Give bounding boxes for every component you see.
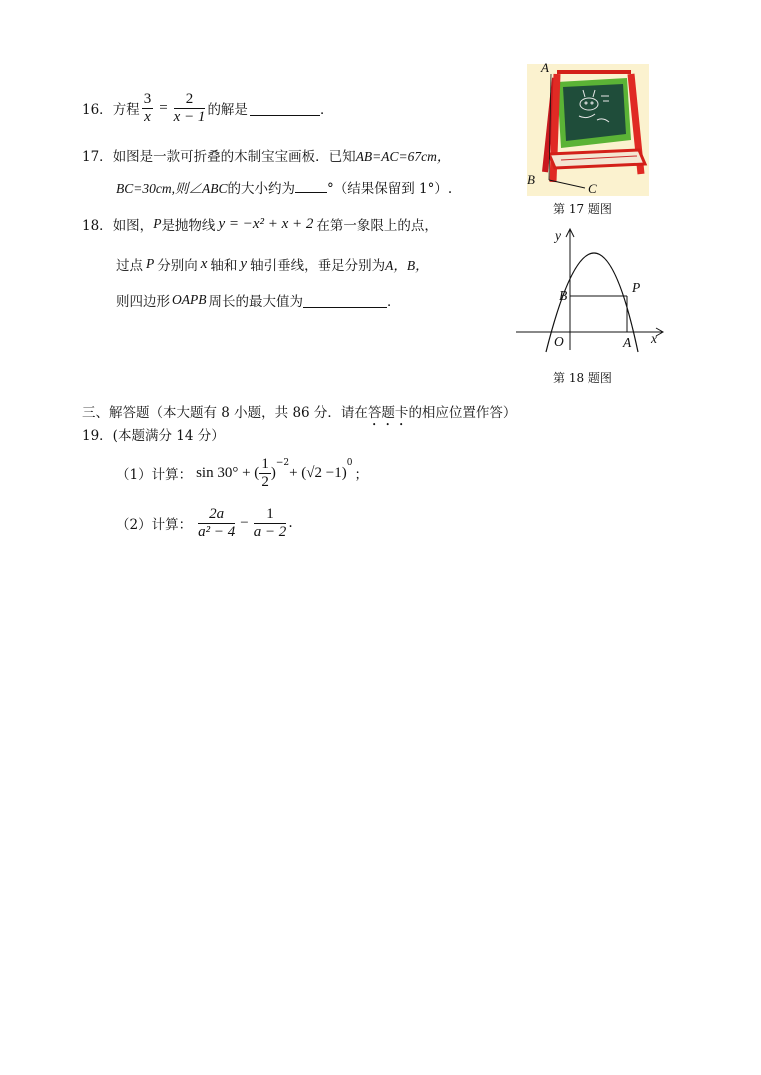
q16-frac2-den: x − 1	[173, 108, 206, 125]
fig18-label-y: y	[555, 228, 561, 243]
figure-18-caption: 第 18 题图	[553, 371, 612, 385]
q19-part2-end: .	[288, 515, 293, 531]
section3-text-b: 的相应位置作答）	[408, 405, 517, 421]
fig17-label-c: C	[588, 181, 597, 196]
q18-answer-blank	[303, 293, 387, 308]
q19-part1-expr-a: sin 30° + (	[196, 464, 260, 481]
easel-image	[527, 64, 649, 196]
q19-part1-fraction	[259, 456, 271, 491]
q19-part2-minus: −	[240, 514, 249, 531]
q18-line2-d: 轴引垂线，垂足分别为	[250, 258, 386, 274]
q18-x-axis: x	[200, 255, 208, 272]
q18-line2-c: 轴和	[210, 258, 238, 274]
question-18-line-2	[116, 254, 429, 274]
q17-line2-c: 的大小约为	[227, 181, 295, 197]
fig17-label-b: B	[527, 172, 535, 187]
q16-answer-blank	[250, 101, 320, 116]
q16-fraction-1	[142, 91, 154, 126]
q16-frac1-num: 3	[143, 90, 152, 107]
q18-line1-c: 在第一象限上的点，	[316, 218, 438, 234]
figure-18	[512, 224, 672, 354]
section3-text-a: 三、解答题（本大题有 8 小题，共 86 分．请在	[82, 405, 368, 421]
q18-end: ．	[387, 294, 401, 310]
q16-frac1-den: x	[144, 108, 151, 125]
q18-line2-a: 过点	[116, 258, 143, 274]
q17-line2-a: BC=30cm,则∠	[116, 181, 202, 196]
q18-line3-a: 则四边形	[116, 294, 170, 310]
q19-part1-end: ；	[354, 467, 368, 483]
q16-fraction-2	[174, 91, 206, 126]
question-17-line-2	[116, 177, 452, 197]
fig18-label-o: O	[554, 334, 564, 349]
q19-part1-label: （1）计算：	[116, 467, 193, 483]
q19-part2-fraction-2	[254, 506, 287, 541]
q17-condition: AB=AC=67cm，	[355, 149, 451, 164]
q18-y-axis: y	[240, 255, 248, 272]
question-18-line-1	[82, 214, 438, 234]
q19-part1-exponent-1: −2	[275, 458, 290, 468]
question-17-line-1	[82, 145, 450, 165]
q17-angle-name: ABC	[201, 181, 228, 196]
q18-quadrilateral: OAPB	[172, 292, 207, 307]
q16-prefix: 方程	[112, 102, 140, 118]
q18-point-p-2: P	[146, 256, 155, 271]
q17-line1: 如图是一款可折叠的木制宝宝画板．已知	[112, 149, 356, 165]
question-19-part-1	[116, 452, 368, 494]
parabola-graph	[512, 224, 672, 354]
q19-part1-frac-num: 1	[261, 455, 269, 472]
q19-part1-frac-den: 2	[261, 473, 269, 490]
q16-equals: =	[159, 99, 168, 116]
q16-number: 16．	[82, 102, 113, 118]
q19-part2-label: （2）计算：	[116, 517, 193, 533]
q19-part2-frac1-den: a² − 4	[198, 523, 236, 540]
q16-end: ．	[319, 102, 334, 118]
q17-number: 17．	[82, 149, 113, 165]
q18-line3-b: 周长的最大值为	[208, 294, 303, 310]
q19-part2-frac1-num: 2a	[198, 506, 235, 524]
q16-frac2-num: 2	[174, 91, 206, 109]
fig18-label-p: P	[632, 280, 641, 295]
q18-point-p: P	[153, 216, 162, 231]
fig18-label-x: x	[651, 331, 657, 346]
question-16	[82, 86, 333, 130]
section3-answer-card: 答题卡	[367, 405, 409, 421]
question-18-line-3	[116, 290, 401, 310]
fig18-label-b: B	[559, 288, 568, 303]
question-19-part-2	[116, 502, 293, 544]
q19-part1-expr-b: )	[270, 464, 276, 481]
fig18-label-a: A	[623, 335, 632, 350]
q19-part2-frac2-num: 1	[254, 506, 287, 524]
q19-part2-fraction-1	[198, 506, 235, 541]
q18-line1-b: 是抛物线	[161, 218, 216, 234]
q18-formula: y = −x² + x + 2	[218, 215, 314, 232]
q18-line1-a: 如图，	[112, 218, 154, 234]
figure-17	[527, 60, 649, 196]
q19-part1-exponent-2: 0	[346, 458, 353, 468]
q19-part1-expr-c: + (√2 −1)	[289, 464, 347, 481]
q16-suffix: 的解是	[207, 102, 248, 118]
q18-feet: A，B，	[385, 258, 429, 273]
q18-line2-b: 分别向	[157, 258, 198, 274]
q17-answer-blank	[295, 178, 327, 193]
q17-line2-d: °（结果保留到 1°）.	[326, 181, 453, 197]
fig17-label-a: A	[541, 60, 549, 75]
q18-number: 18．	[82, 218, 113, 234]
figure-17-caption: 第 17 题图	[553, 202, 612, 216]
question-19-title: 19．(本题满分 14 分）	[82, 428, 225, 444]
q19-part2-frac2-den: a − 2	[253, 523, 287, 540]
